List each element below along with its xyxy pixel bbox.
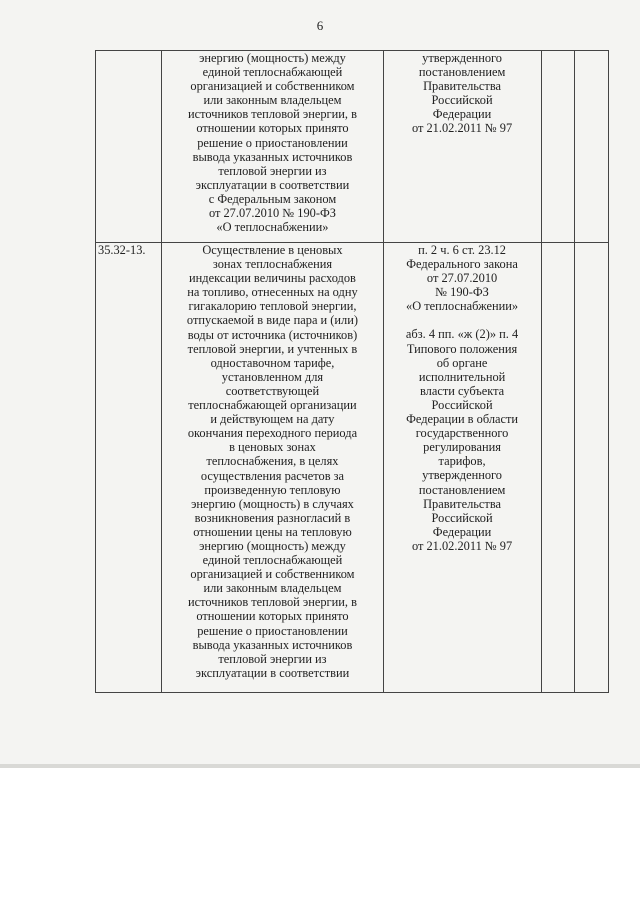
text-line: п. 2 ч. 6 ст. 23.12 <box>418 243 507 257</box>
table-row <box>96 51 609 243</box>
text-line: на топливо, отнесенных на одну <box>187 285 358 300</box>
text-line: одноставочном тарифе, <box>210 355 335 370</box>
text-line: решение о приостановлении <box>197 623 348 638</box>
text-line: энергию (мощность) в случаях <box>191 496 354 511</box>
text-line: и действующем на дату <box>210 412 335 427</box>
regulation-table <box>95 50 609 693</box>
text-line: вывода указанных источников <box>192 637 353 652</box>
text-line: или законным владельцем <box>203 581 342 596</box>
empty-cell <box>541 51 575 243</box>
text-line: от 27.07.2010 № 190-ФЗ <box>208 206 336 221</box>
text-line: соответствующей <box>225 383 320 398</box>
text-line: Правительства <box>423 496 502 511</box>
text-line: или законным владельцем <box>203 93 342 108</box>
text-line: тепловой энергии из <box>218 651 327 666</box>
text-line: с Федеральным законом <box>208 191 337 206</box>
text-line: энергию (мощность) между <box>199 538 346 553</box>
text-line: отношении цены на тепловую <box>193 524 352 539</box>
text-line: отношении которых принято <box>196 609 349 624</box>
text-line: «О теплоснабжении» <box>216 220 329 235</box>
text-line: Федерального закона <box>406 257 518 272</box>
text-line: теплоснабжения, в целях <box>206 454 339 469</box>
text-line: постановлением <box>418 65 506 80</box>
text-line: власти субъекта <box>419 383 505 398</box>
row-description <box>162 51 383 243</box>
text-line: от 21.02.2011 № 97 <box>411 538 513 553</box>
row-number: 35.32-13. <box>96 243 162 693</box>
text-line: тепловой энергии из <box>218 163 327 178</box>
text-line: Российской <box>431 93 493 108</box>
row-description <box>162 243 383 693</box>
text-line: Российской <box>431 397 493 412</box>
text-line: Федерации в области <box>406 412 519 427</box>
row-legal-basis <box>383 51 541 243</box>
text-line: утвержденного <box>422 468 502 483</box>
text-line: воды от источника (источников) <box>187 327 358 342</box>
text-line: вывода указанных источников <box>192 149 353 164</box>
text-line: установленном для <box>221 369 324 384</box>
text-line: исполнительной <box>418 369 506 384</box>
scan-edge <box>0 764 640 768</box>
legal-basis-primary <box>387 243 538 313</box>
text-line: Правительства <box>423 79 502 94</box>
text-line: отношении которых принято <box>196 121 349 136</box>
text-line: единой теплоснабжающей <box>202 65 343 80</box>
text-line: единой теплоснабжающей <box>202 553 343 568</box>
text-line: произведенную тепловую <box>204 482 341 497</box>
text-line: зонах теплоснабжения <box>212 257 333 272</box>
text-line: источников тепловой энергии, в <box>187 107 357 122</box>
text-line: отпускаемой в виде пара и (или) <box>186 313 358 328</box>
table-row <box>96 243 609 693</box>
spacer <box>387 313 538 327</box>
text-line: государственного <box>415 426 509 441</box>
text-line: Федерации <box>432 107 492 122</box>
text-line: Типового положения <box>406 341 518 356</box>
text-line: осуществления расчетов за <box>200 468 345 483</box>
text-line: регулирования <box>423 440 501 455</box>
text-line: решение о приостановлении <box>197 135 348 150</box>
page-number: 6 <box>316 18 324 33</box>
text-line: № 190-ФЗ <box>435 285 489 300</box>
text-line: гигакалорию тепловой энергии, <box>188 299 357 314</box>
empty-cell <box>541 243 575 693</box>
row-legal-basis <box>383 243 541 693</box>
text-line: тарифов, <box>438 454 486 469</box>
text-line: индексации величины расходов <box>189 271 356 286</box>
text-line: источников тепловой энергии, в <box>187 595 357 610</box>
text-line: Российской <box>431 510 493 525</box>
text-line: от 21.02.2011 № 97 <box>411 121 513 136</box>
text-line: организацией и собственником <box>190 567 355 582</box>
text-line: эксплуатации в соответствии <box>195 177 350 192</box>
text-line: от 27.07.2010 <box>426 271 498 286</box>
text-line: эксплуатации в соответствии <box>195 665 350 680</box>
text-line: тепловой энергии, и учтенных в <box>187 341 358 356</box>
text-line: постановлением <box>418 482 506 497</box>
text-line: Осуществление в ценовых <box>202 243 343 257</box>
text-line: утвержденного <box>422 51 502 65</box>
text-line: энергию (мощность) между <box>199 51 346 65</box>
text-line: абз. 4 пп. «ж (2)» п. 4 <box>405 327 519 342</box>
text-line: в ценовых зонах <box>229 440 316 455</box>
text-line: Федерации <box>432 524 492 539</box>
empty-cell <box>575 51 609 243</box>
row-number <box>96 51 162 243</box>
text-line: теплоснабжающей организации <box>188 398 357 413</box>
text-line: организацией и собственником <box>190 79 355 94</box>
legal-basis-primary <box>387 51 538 136</box>
legal-basis-secondary <box>387 327 538 553</box>
text-line: возникновения разногласий в <box>194 510 351 525</box>
text-line: «О теплоснабжении» <box>406 299 519 314</box>
text-line: об органе <box>436 355 488 370</box>
empty-cell <box>575 243 609 693</box>
text-line: окончания переходного периода <box>187 426 358 441</box>
